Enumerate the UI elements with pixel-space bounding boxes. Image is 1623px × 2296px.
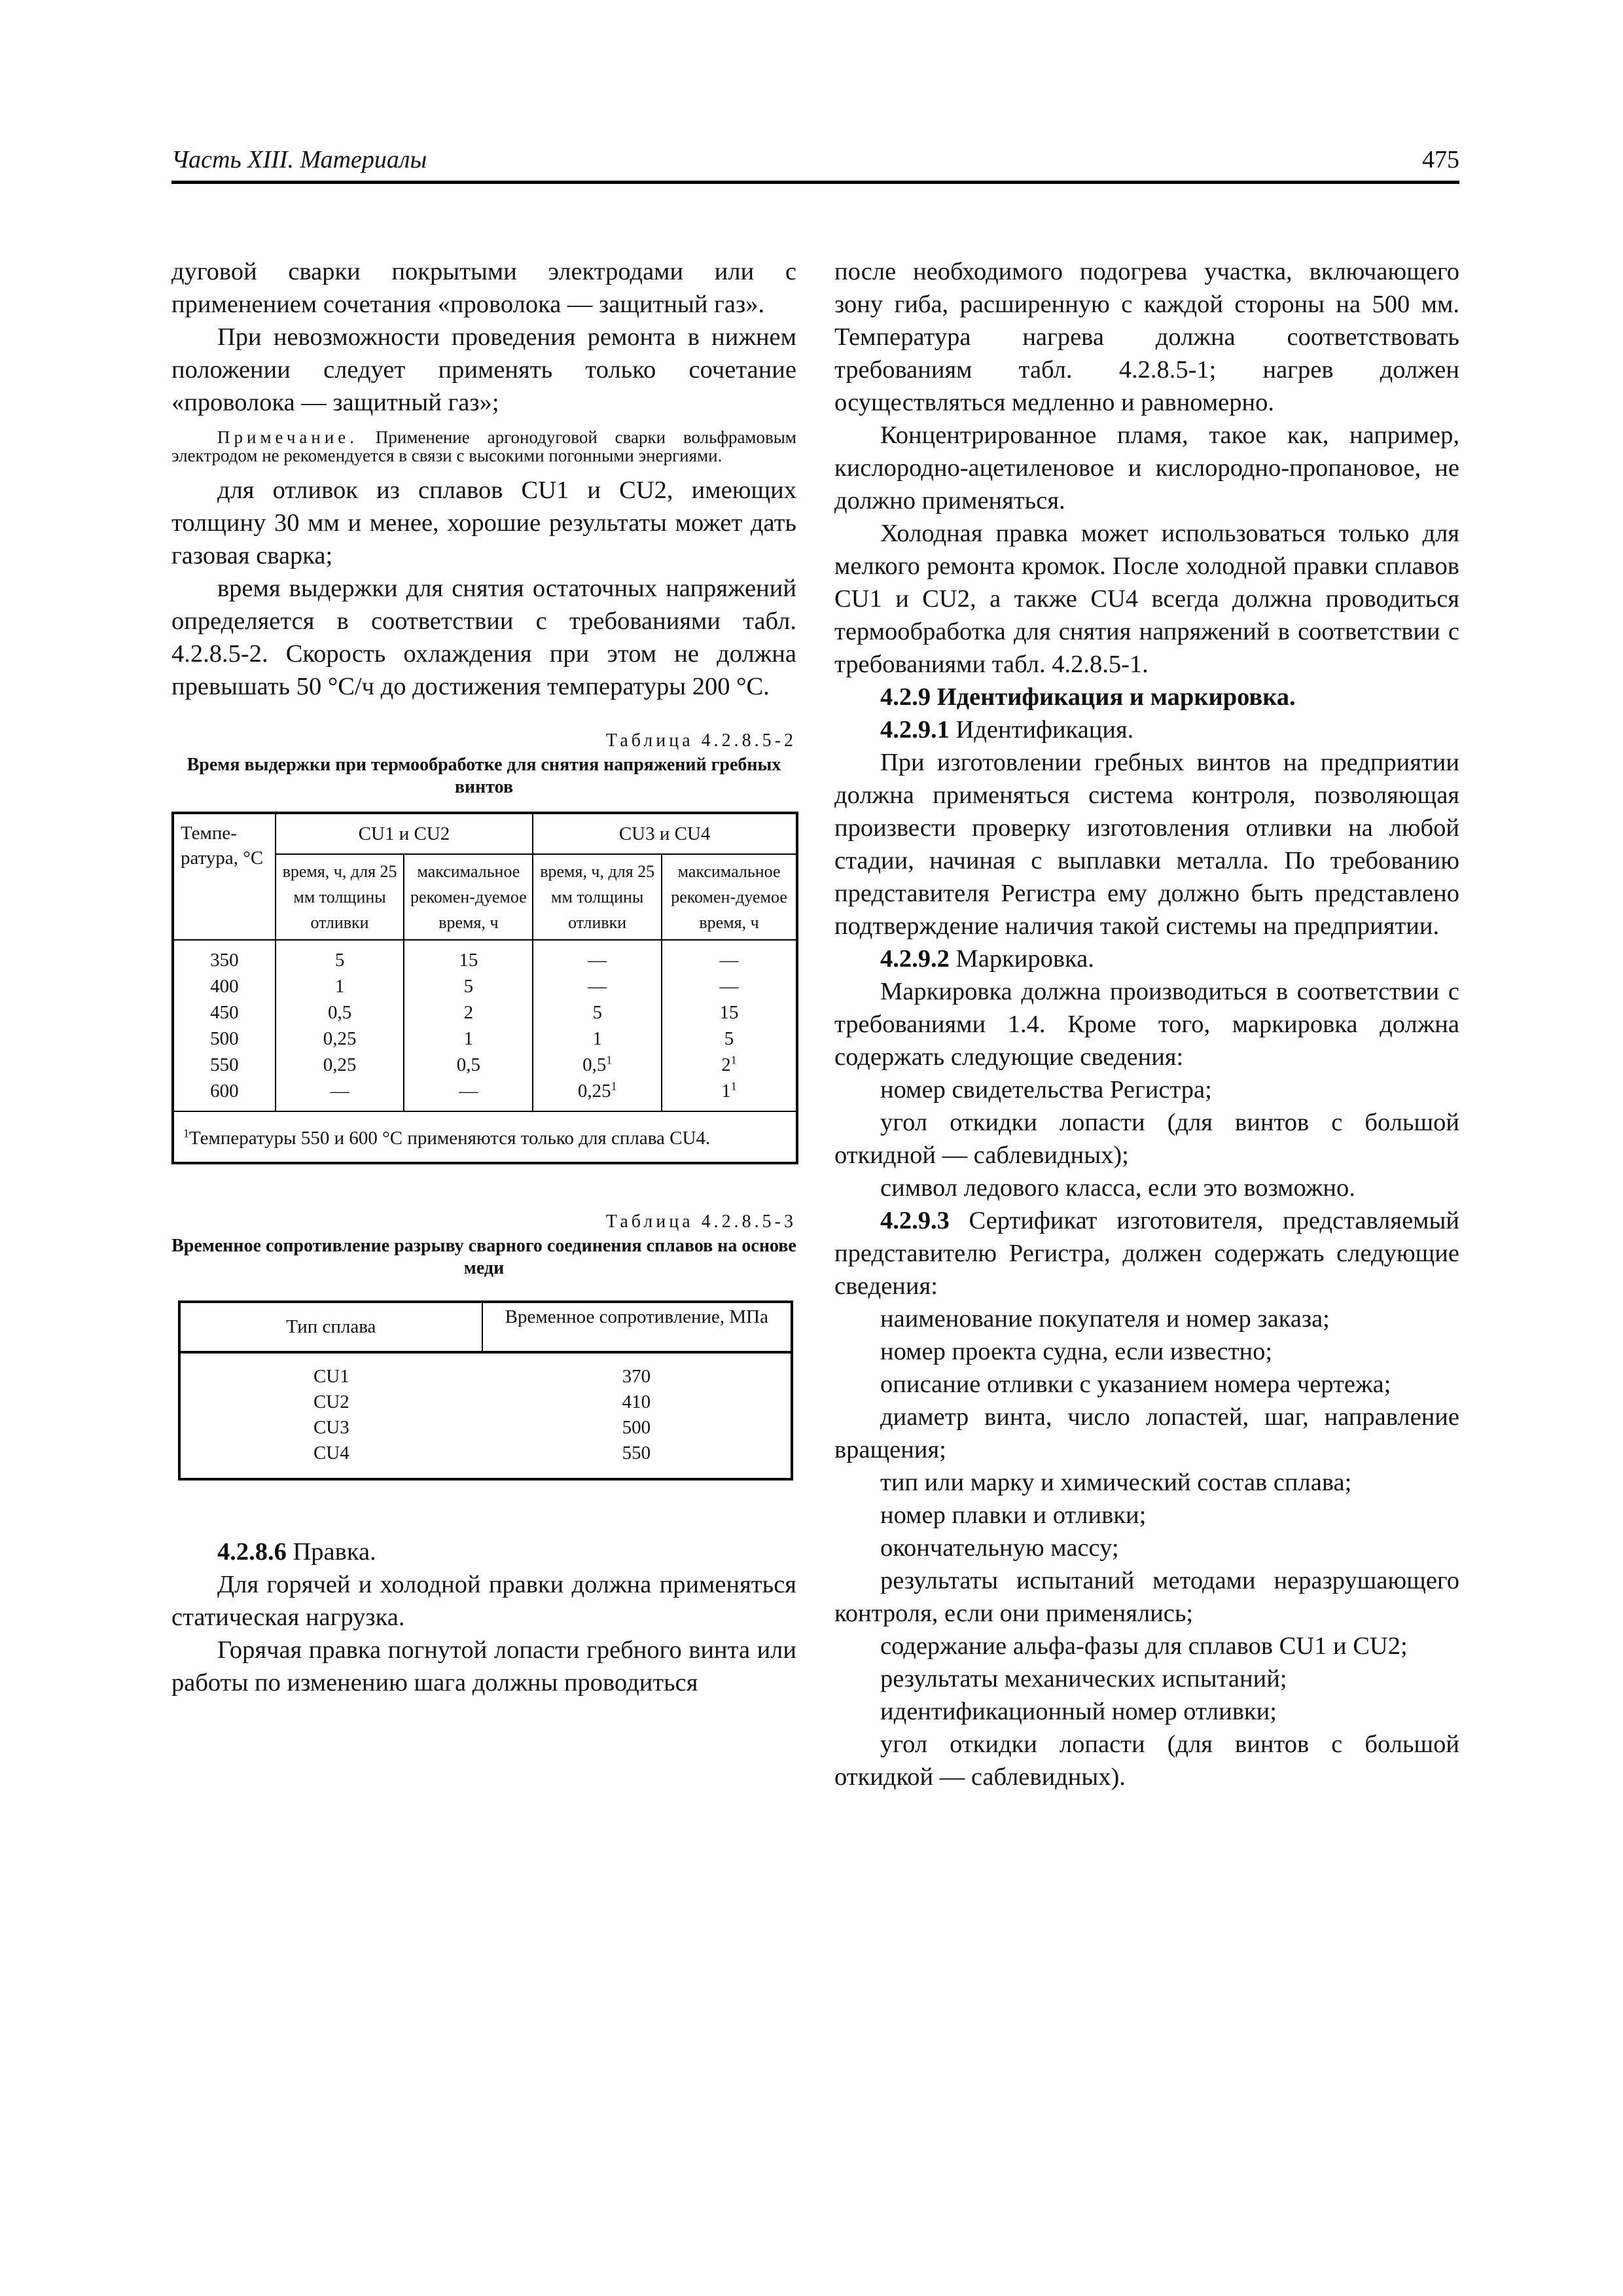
- paragraph: Концентрированное пламя, такое как, например, кислородно-ацетиленовое и кислородно-пропановое, не должно применяться.: [834, 422, 1459, 514]
- table2-title: Временное сопротивление разрыву сварного соединения сплавов на основе меди: [171, 1236, 796, 1278]
- running-title: Часть XIII. Материалы: [171, 146, 427, 173]
- paragraph: При изготовлении гребных винтов на предприятии должна применяться система контроля, позволяющая произвести проверку изготовления отливки на любой стадии, начиная с выплавки металла. По требованию представителя Регистра ему должно быть представлено подтверждение наличия такой системы на предприятии.: [834, 749, 1459, 940]
- list-item: диаметр винта, число лопастей, шаг, направление вращения;: [834, 1403, 1459, 1463]
- right-column: [834, 255, 1459, 1793]
- header-max-time: максимальное рекомен-дуемое время, ч: [404, 854, 533, 940]
- cell-with-footnote: 0,25$^1$: [577, 1079, 617, 1102]
- note-label: Примечание.: [217, 427, 359, 447]
- header-group-cu34: CU3 и CU4: [533, 813, 797, 854]
- list-item: наименование покупателя и номер заказа;: [880, 1305, 1330, 1333]
- list-item: результаты механических испытаний;: [880, 1665, 1287, 1693]
- note-text: Применение аргонодуговой сварки вольфрамовым электродом не рекомендуется в связи с высокими погонными энергиями.: [171, 427, 796, 465]
- header-group-cu12: CU1 и CU2: [276, 813, 533, 854]
- subsection-heading: 4.2.9.1 Идентификация.: [880, 716, 1134, 744]
- col-cu34-max: — — 15 5 $2^1$ $1^1$: [662, 940, 797, 1111]
- list-item: номер проекта судна, если известно;: [880, 1338, 1273, 1365]
- table2-caption: Таблица 4.2.8.5-3: [605, 1211, 796, 1232]
- table-holding-time: [171, 812, 798, 1164]
- subsection-heading: 4.2.9.2 Маркировка.: [880, 945, 1094, 973]
- col-cu12-max: 15 5 2 1 0,5 —: [404, 940, 533, 1111]
- left-column: [171, 255, 796, 1699]
- table1-footnote: $^1$Температуры 550 и 600 °С применяются только для сплава CU4.: [173, 1111, 797, 1163]
- subsection-heading: 4.2.9.3 Сертификат изготовителя, представляемый представителю Регистра, должен содержать следующие сведения:: [834, 1207, 1459, 1300]
- paragraph: после необходимого подогрева участка, включающего зону гиба, расширенную с каждой стороны на 500 мм. Температура нагрева должна соответствовать требованиям табл. 4.2.8.5-1; нагрев должен осуществляться медленно и равномерно.: [834, 258, 1459, 416]
- header-time: время, ч, для 25 мм толщины отливки: [533, 854, 662, 940]
- page-header: [171, 143, 1459, 184]
- cell-with-footnote: $2^1$: [721, 1053, 737, 1075]
- list-item: идентификационный номер отливки;: [880, 1698, 1277, 1725]
- paragraph: Маркировка должна производиться в соответствии с требованиями 1.4. Кроме того, маркировка должна содержать следующие сведения:: [834, 978, 1459, 1071]
- header-temperature: Темпе-ратура, °С: [173, 813, 276, 940]
- list-item: символ ледового класса, если это возможно.: [880, 1174, 1355, 1202]
- cell-with-footnote: $1^1$: [721, 1079, 737, 1102]
- list-item: результаты испытаний методами неразрушающего контроля, если они применялись;: [834, 1567, 1459, 1627]
- table1-caption: Таблица 4.2.8.5-2: [605, 730, 796, 751]
- list-item: тип или марку и химический состав сплава;: [880, 1469, 1352, 1496]
- header-max-time: максимальное рекомен-дуемое время, ч: [662, 854, 797, 940]
- list-item: окончательную массу;: [880, 1534, 1119, 1562]
- section-heading: 4.2.9 Идентификация и маркировка.: [880, 683, 1296, 711]
- cell-with-footnote: $0,5^1$: [582, 1053, 613, 1075]
- paragraph: время выдержки для снятия остаточных напряжений определяется в соответствии с требованиями табл. 4.2.8.5-2. Скорость охлаждения при этом не должна превышать 50 °С/ч до достижения температуры 200 °С.: [171, 575, 796, 700]
- header-time: время, ч, для 25 мм толщины отливки: [276, 854, 404, 940]
- paragraph: Холодная правка может использоваться только для мелкого ремонта кромок. После холодной правки сплавов CU1 и CU2, а также CU4 всегда должна проводиться термообработка для снятия напряжений в соответствии с требованиями табл. 4.2.8.5-1.: [834, 520, 1459, 678]
- col-strength: 370 410 500 550: [622, 1366, 651, 1463]
- table-tensile-strength: [178, 1300, 793, 1480]
- paragraph: При невозможности проведения ремонта в нижнем положении следует применять только сочетание «проволока — защитный газ»;: [171, 323, 796, 416]
- col-cu34-time: — — 5 1 $0,5^1$ 0,25$^1$: [533, 940, 662, 1111]
- paragraph: Горячая правка погнутой лопасти гребного винта или работы по изменению шага должны проводиться: [171, 1636, 796, 1696]
- col-temperature: 350 400 450 500 550 600: [173, 940, 276, 1111]
- list-item: угол откидки лопасти (для винтов с большой откидной — саблевидных);: [834, 1109, 1459, 1169]
- header-alloy-type: Тип сплава: [179, 1302, 482, 1352]
- col-alloy-type: CU1 CU2 CU3 CU4: [313, 1366, 349, 1463]
- table1-title: Время выдержки при термообработке для снятия напряжений гребных винтов: [187, 755, 781, 797]
- col-cu12-time: 5 1 0,5 0,25 0,25 —: [276, 940, 404, 1111]
- note: [171, 428, 796, 465]
- page-number: 475: [1422, 146, 1459, 173]
- paragraph: Для горячей и холодной правки должна применяться статическая нагрузка.: [171, 1571, 796, 1631]
- list-item: номер плавки и отливки;: [880, 1501, 1147, 1529]
- paragraph: для отливок из сплавов CU1 и CU2, имеющих толщину 30 мм и менее, хорошие результаты может дать газовая сварка;: [171, 476, 796, 569]
- list-item: номер свидетельства Регистра;: [880, 1076, 1212, 1103]
- header-strength: Временное сопротивление, МПа: [482, 1302, 792, 1352]
- list-item: содержание альфа-фазы для сплавов CU1 и CU2;: [880, 1632, 1408, 1660]
- paragraph: дуговой сварки покрытыми электродами или с применением сочетания «проволока — защитный газ».: [171, 258, 796, 318]
- section-heading: 4.2.8.6 Правка.: [217, 1538, 376, 1566]
- list-item: описание отливки с указанием номера чертежа;: [880, 1371, 1391, 1398]
- list-item: угол откидки лопасти (для винтов с большой откидкой — саблевидных).: [834, 1731, 1459, 1791]
